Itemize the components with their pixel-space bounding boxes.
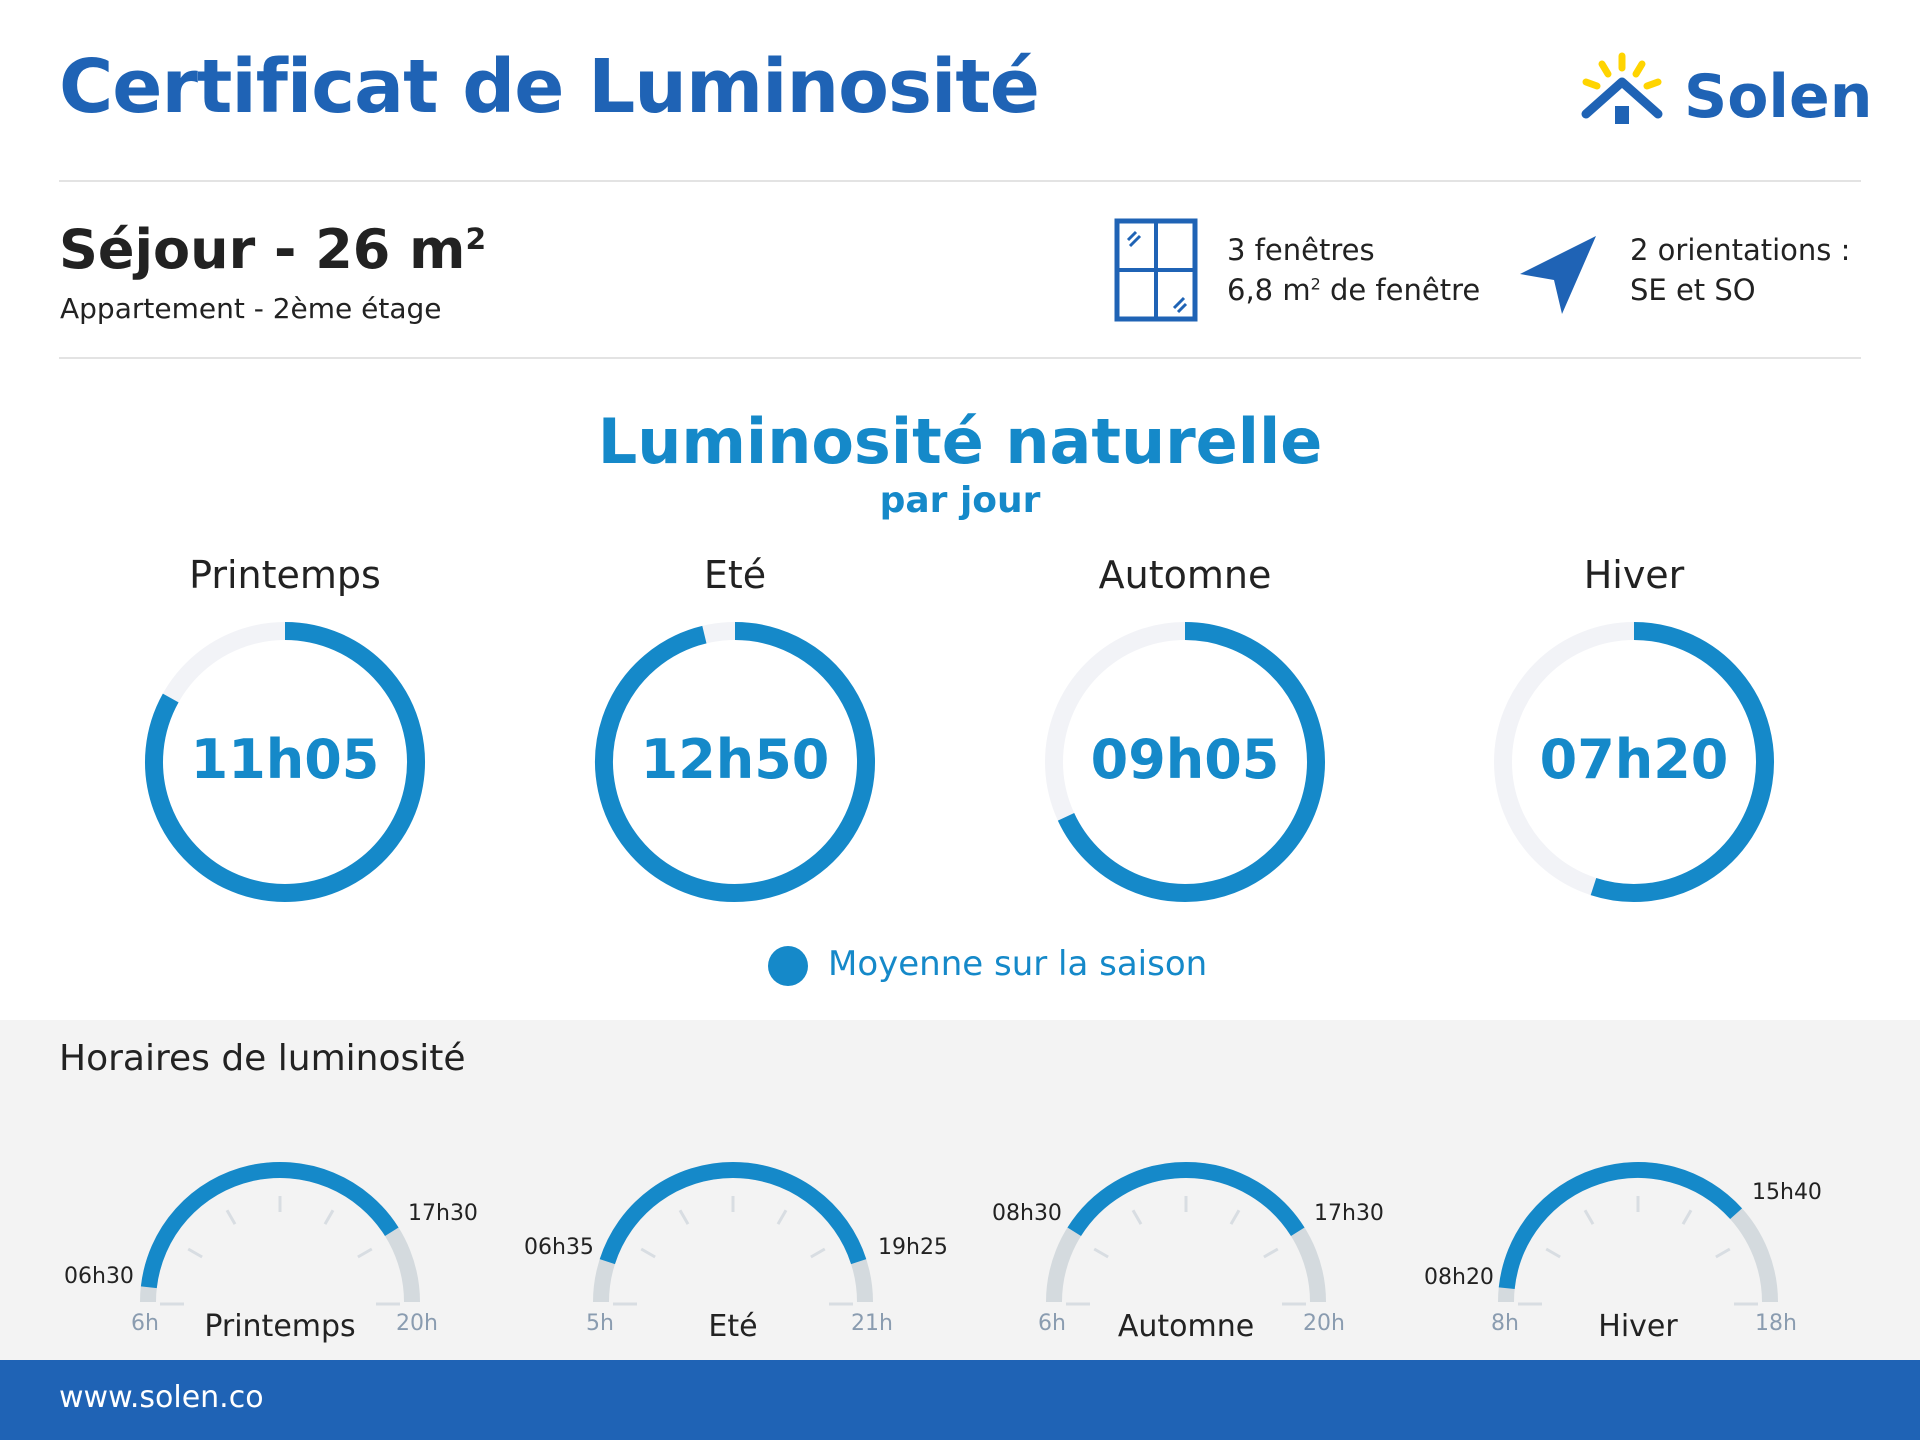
hours-gauge-hiver — [1468, 1150, 1808, 1310]
orientation-line2: SE et SO — [1630, 273, 1756, 307]
section-subtitle: par jour — [879, 480, 1041, 521]
orientation-line1: 2 orientations : — [1630, 233, 1851, 267]
ring-value-hiver: 07h20 — [1539, 728, 1729, 791]
gauge-min-ete: 5h — [586, 1311, 614, 1336]
hours-title: Horaires de luminosité — [59, 1038, 466, 1079]
section-title: Luminosité naturelle — [597, 405, 1323, 478]
legend-dot — [768, 946, 808, 986]
gauge-arc — [149, 1170, 392, 1287]
gauge-min-hiver: 8h — [1491, 1311, 1519, 1336]
gauge-tick — [1133, 1210, 1141, 1224]
gauge-tick — [358, 1249, 372, 1257]
gauge-season-printemps: Printemps — [204, 1309, 356, 1344]
legend-label: Moyenne sur la saison — [828, 944, 1208, 984]
gauge-ticks — [613, 1196, 853, 1304]
gauge-tick — [1231, 1210, 1239, 1224]
gauge-end-time-automne: 17h30 — [1314, 1201, 1384, 1226]
room-title-sup: 2 — [465, 222, 487, 257]
season-label-automne: Automne — [1098, 553, 1272, 597]
gauge-tick — [1094, 1249, 1108, 1257]
gauge-start-time-ete: 06h35 — [524, 1235, 594, 1260]
windows-count: 3 fenêtres — [1227, 233, 1375, 267]
gauge-max-printemps: 20h — [396, 1311, 438, 1336]
divider — [59, 180, 1861, 182]
gauge-tick — [641, 1249, 655, 1257]
room-title — [59, 218, 486, 281]
room-title-text: Séjour - 26 m — [59, 218, 466, 281]
sun-house-icon — [1572, 48, 1672, 138]
season-label-ete: Eté — [703, 553, 767, 597]
gauge-max-hiver: 18h — [1755, 1311, 1797, 1336]
footer-link[interactable]: www.solen.co — [59, 1380, 264, 1415]
window-icon — [1114, 218, 1198, 322]
gauge-tick — [1264, 1249, 1278, 1257]
windows-area — [1227, 270, 1480, 310]
gauge-track — [148, 1170, 412, 1302]
gauge-min-printemps: 6h — [131, 1311, 159, 1336]
gauge-max-automne: 20h — [1303, 1311, 1345, 1336]
windows-info — [1227, 230, 1480, 310]
hours-gauge-automne — [1016, 1150, 1356, 1310]
solen-logo[interactable] — [1572, 48, 1873, 138]
gauge-tick — [680, 1210, 688, 1224]
gauge-track — [1506, 1170, 1770, 1302]
gauge-tick — [188, 1249, 202, 1257]
gauge-start-time-hiver: 08h20 — [1424, 1265, 1494, 1290]
gauge-season-hiver: Hiver — [1598, 1309, 1678, 1344]
gauge-track — [601, 1170, 865, 1302]
page-title: Certificat de Luminosité — [59, 44, 1039, 130]
gauge-end-time-hiver: 15h40 — [1752, 1180, 1822, 1205]
gauge-end-time-ete: 19h25 — [878, 1235, 948, 1260]
room-subtitle: Appartement - 2ème étage — [60, 292, 442, 325]
gauge-ticks — [1518, 1196, 1758, 1304]
gauge-tick — [227, 1210, 235, 1224]
navigation-arrow-icon — [1514, 230, 1604, 320]
orientation-info — [1630, 230, 1850, 310]
gauge-arc — [607, 1170, 858, 1262]
windows-area-suffix: de fenêtre — [1320, 273, 1481, 307]
ring-value-ete: 12h50 — [640, 728, 830, 791]
gauge-tick — [325, 1210, 333, 1224]
gauge-min-automne: 6h — [1038, 1311, 1066, 1336]
gauge-tick — [1716, 1249, 1730, 1257]
gauge-max-ete: 21h — [851, 1311, 893, 1336]
gauge-end-time-printemps: 17h30 — [408, 1201, 478, 1226]
footer — [0, 1360, 1920, 1440]
gauge-tick — [1585, 1210, 1593, 1224]
ring-value-printemps: 11h05 — [190, 728, 380, 791]
gauge-tick — [778, 1210, 786, 1224]
ring-value-automne: 09h05 — [1090, 728, 1280, 791]
windows-area-sup: 2 — [1310, 274, 1321, 294]
hours-gauge-printemps — [110, 1150, 450, 1310]
gauge-season-automne: Automne — [1117, 1309, 1255, 1344]
gauge-season-ete: Eté — [708, 1309, 758, 1344]
logo-text: Solen — [1684, 62, 1873, 132]
gauge-start-time-printemps: 06h30 — [64, 1264, 134, 1289]
gauge-start-time-automne: 08h30 — [992, 1201, 1062, 1226]
season-label-printemps: Printemps — [189, 553, 381, 597]
divider — [59, 357, 1861, 359]
season-label-hiver: Hiver — [1583, 553, 1685, 597]
gauge-ticks — [1066, 1196, 1306, 1304]
gauge-tick — [811, 1249, 825, 1257]
gauge-arc — [1507, 1170, 1736, 1288]
windows-area-prefix: 6,8 m — [1227, 273, 1311, 307]
gauge-track — [1054, 1170, 1318, 1302]
hours-gauge-ete — [563, 1150, 903, 1310]
gauge-tick — [1683, 1210, 1691, 1224]
gauge-tick — [1546, 1249, 1560, 1257]
gauge-ticks — [160, 1196, 400, 1304]
